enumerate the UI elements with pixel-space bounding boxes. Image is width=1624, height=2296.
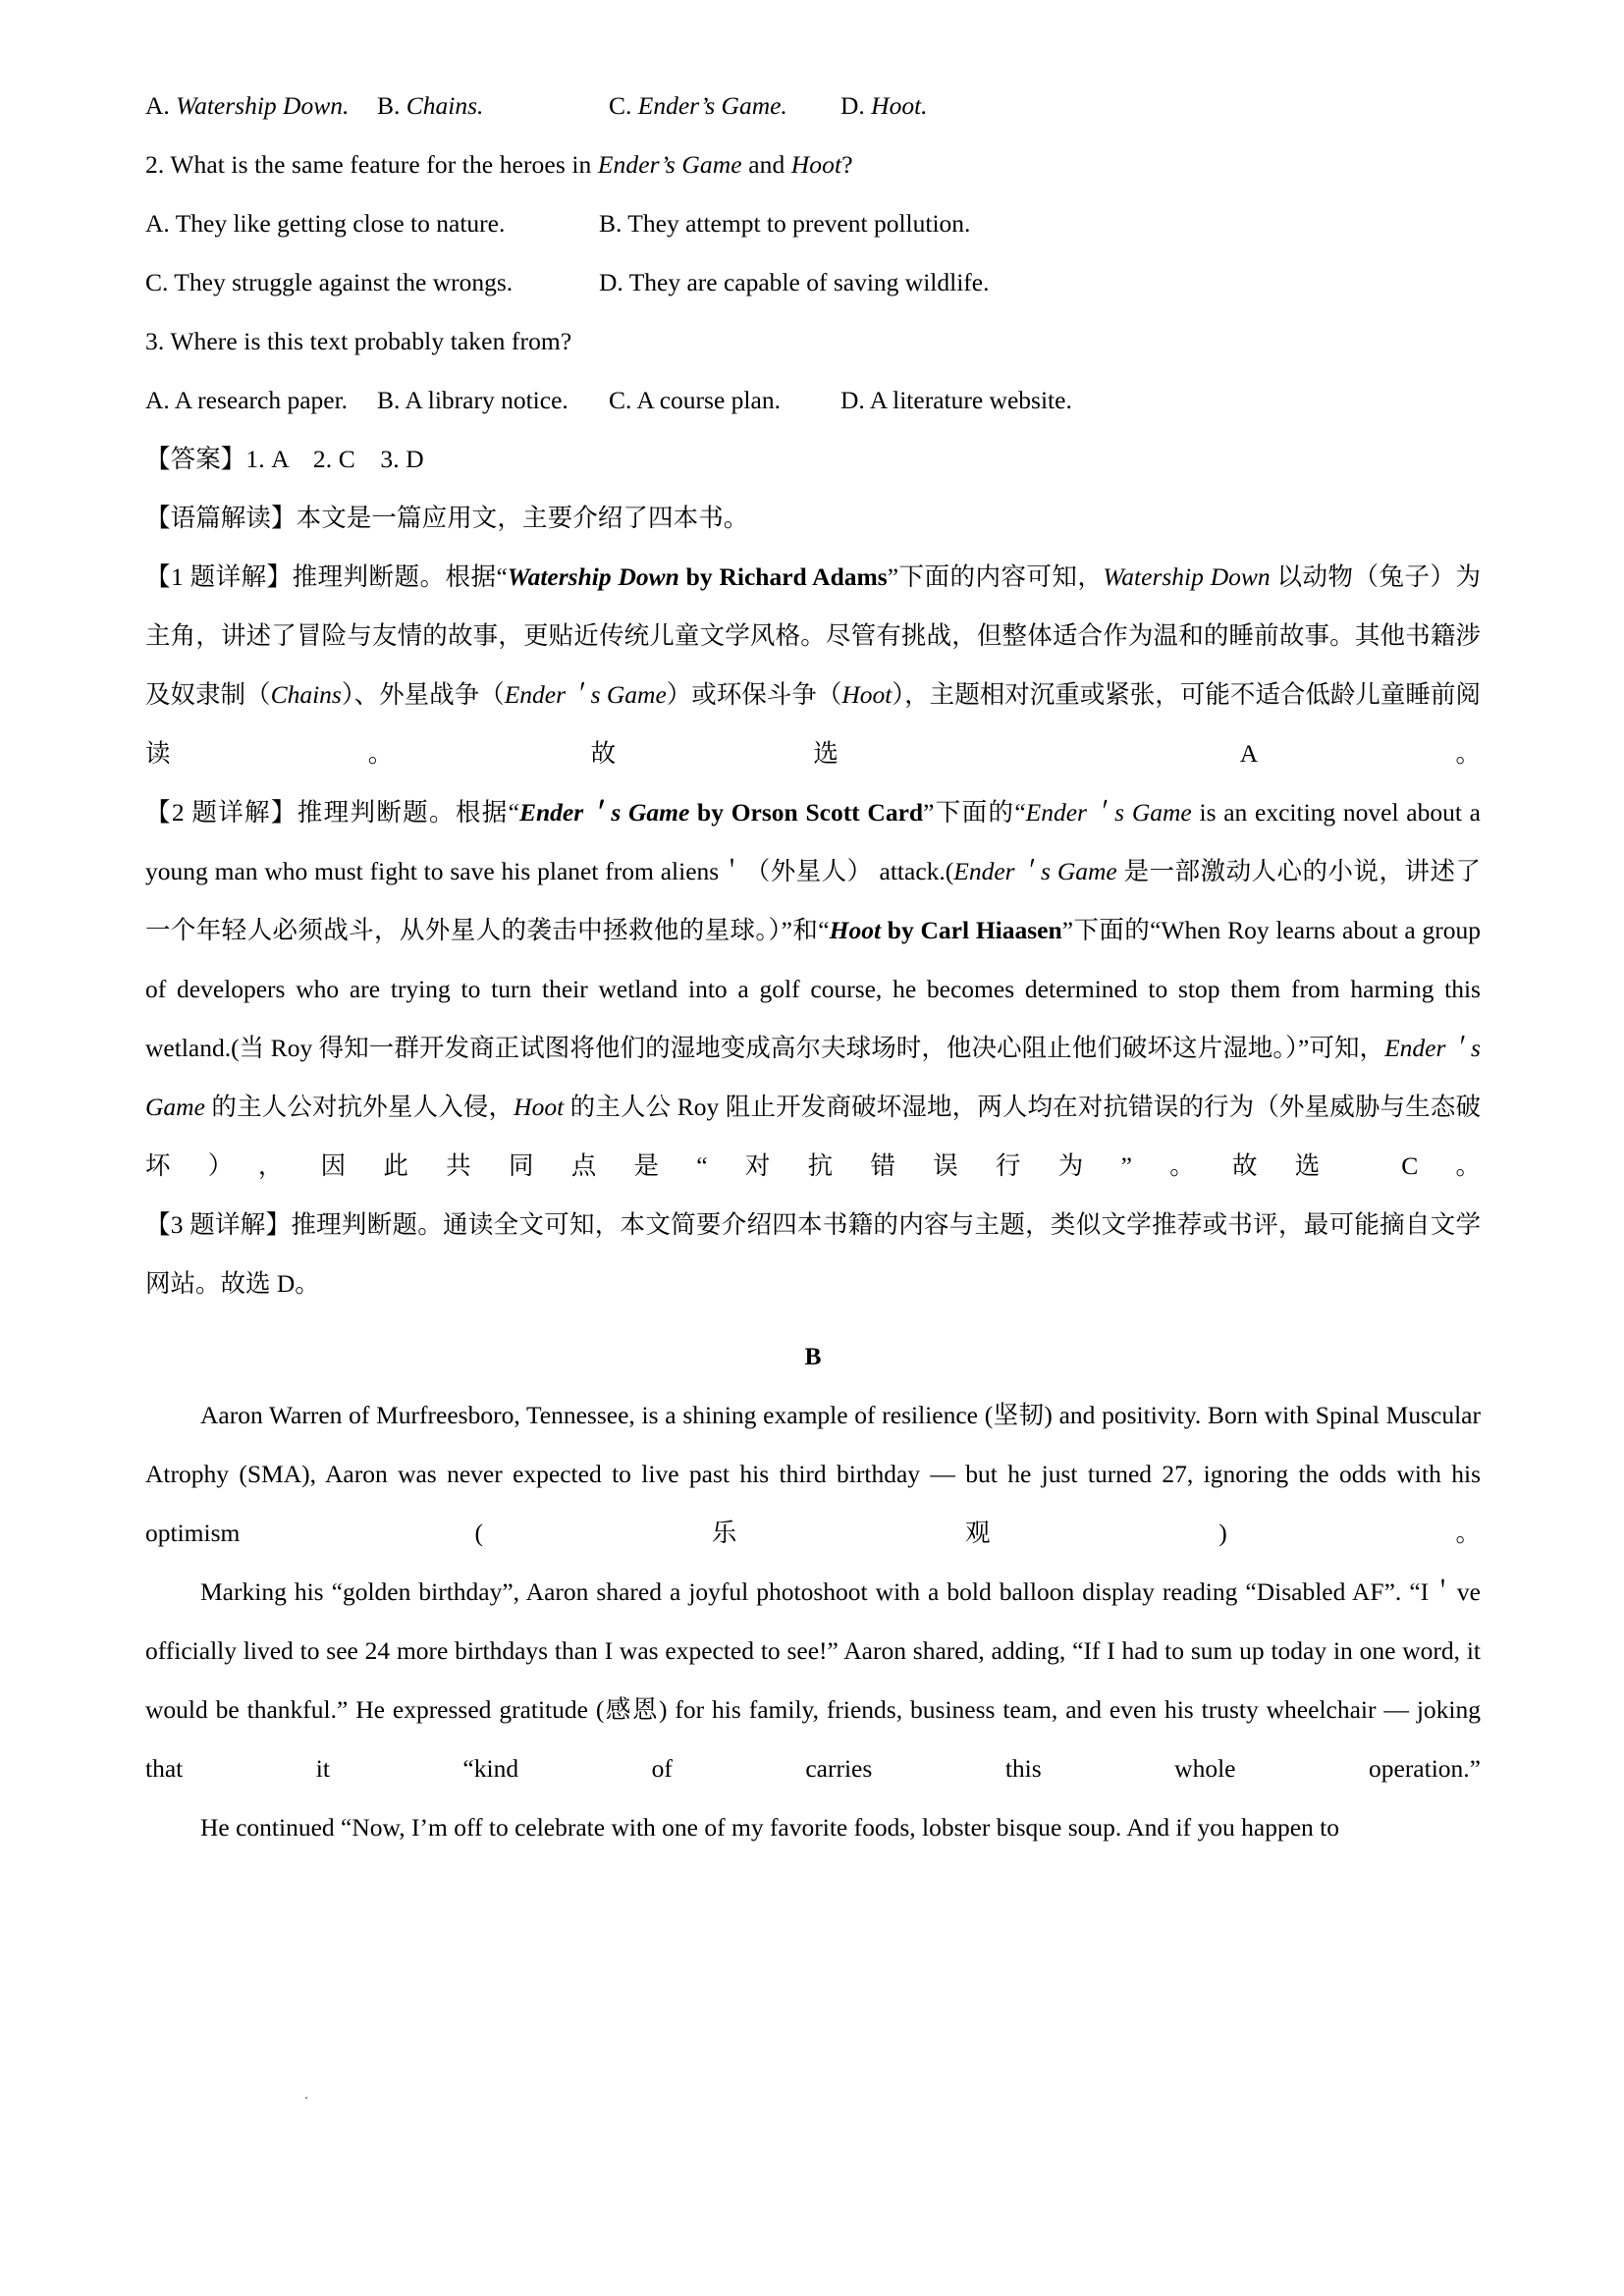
- explanation-2-seg1: 推理判断题。根据: [297, 798, 509, 827]
- book-author-carl-hiaasen: by Carl Hiaasen: [881, 916, 1062, 944]
- question2-option-b: B. They attempt to prevent pollution.: [599, 209, 971, 238]
- option-text: Chains.: [406, 91, 484, 120]
- question2-option-a: A. They like getting close to nature.: [145, 209, 506, 238]
- question1-option-a: [145, 77, 377, 135]
- quote-close: ”: [1061, 916, 1074, 944]
- explanation-2-seg2: 下面的: [934, 798, 1015, 827]
- explanation-1-seg4: ）、外星战争（: [341, 680, 505, 709]
- explanation-2-seg5: 当 Roy 得知一群开发商正试图将他们的湿地变成高尔夫球场时，他决心阻止他们破坏这片湿地。）”可知，: [239, 1034, 1385, 1062]
- document-body: [145, 77, 1481, 1857]
- question3-option-b: B. A library notice.: [377, 386, 568, 414]
- question2-stem-pre: 2. What is the same feature for the heroes in: [145, 150, 598, 179]
- book-title-enders-game: Ender＇s Game: [504, 680, 667, 709]
- question1-options-row: [145, 77, 1481, 135]
- question3-option-a: A. A research paper.: [145, 386, 349, 414]
- discourse-analysis-line: 【语篇解读】本文是一篇应用文，主要介绍了四本书。: [145, 504, 749, 532]
- option-text: Watership Down.: [176, 91, 350, 120]
- explanation-2-english-tail: attack.(: [872, 857, 954, 885]
- book-title-italic: Ender＇s Game: [145, 1034, 1481, 1121]
- question2-stem-mid: and: [741, 150, 791, 179]
- passage-b-paragraph-3: He continued “Now, I’m off to celebrate with one of my favorite foods, lobster bisque soup. And if you happen to: [200, 1813, 1339, 1842]
- passage-b-paragraph-2: [145, 1563, 1481, 1798]
- question2-title-2: Hoot: [790, 150, 842, 179]
- passage-b-p1-post: )。: [1218, 1519, 1481, 1547]
- book-title-italic: Ender＇s Game: [1025, 798, 1192, 827]
- explanation-2-seg6: 的主人公对抗外星人入侵，: [204, 1093, 514, 1121]
- explanation-2-seg7: 的主人公 Roy 阻止开发商破坏湿地，两人均在对抗错误的行为（外星威胁与生态破坏），因此共同点是“对抗错误行为”。故选 C。: [145, 1093, 1481, 1180]
- option-label: D.: [840, 91, 865, 120]
- explanation-3: [145, 1196, 1481, 1313]
- passage-b-p2-post: ) for his family, friends, business team, and even his trusty wheelchair — joking that it “kind of carries this whole operation.”: [145, 1695, 1481, 1783]
- book-title-italic: Hoot: [514, 1093, 565, 1121]
- question3-stem: 3. Where is this text probably taken from?: [145, 327, 572, 355]
- option-text: Ender’s Game.: [637, 91, 787, 120]
- explanation-2-english-1: is an exciting novel about a young man who must fight to save his planet from aliens＇: [145, 798, 1481, 885]
- book-title-hoot: Hoot: [841, 680, 893, 709]
- explanation-1-tag: 【1 题详解】: [145, 562, 293, 591]
- quote-close: ”: [923, 798, 935, 827]
- explanation-2-english-2: When Roy learns about a group of developers who are trying to turn their wetland into a golf course, he becomes determined to stop them from harming this wetland.(: [145, 916, 1481, 1062]
- passage-b-p1-pre: Aaron Warren of Murfreesboro, Tennessee, is a shining example of resilience (: [200, 1401, 994, 1429]
- question2-options-row-1: [145, 194, 1481, 253]
- question3-option-d: D. A literature website.: [840, 386, 1072, 414]
- explanation-1-seg2: 下面的内容可知，: [898, 562, 1104, 591]
- question2-stem-post: ?: [841, 150, 853, 179]
- question3-option-c: C. A course plan.: [609, 386, 781, 414]
- question2-options-row-2: [145, 253, 1481, 312]
- answer-key-line: 【答案】1. A 2. C 3. D: [145, 445, 424, 473]
- question2-stem: [145, 135, 1481, 194]
- explanation-2-seg3: 是一部激动人心的小说，讲述了一个年轻人必须战斗，从外星人的袭击中拯救他的星球。）”和: [145, 857, 1481, 944]
- book-title-italic: Watership Down: [1103, 562, 1271, 591]
- quote-open: “: [818, 916, 830, 944]
- option-label: B.: [377, 91, 401, 120]
- quote-open: “: [1150, 916, 1162, 944]
- explanation-1: [145, 548, 1481, 783]
- quote-close: ”: [887, 562, 899, 591]
- explanation-1-seg3: 以动物（兔子）为主角，讲述了冒险与友情的故事，更贴近传统儿童文学风格。尽管有挑战，但整体适合作为温和的睡前故事。其他书籍涉及奴隶制（: [145, 562, 1481, 709]
- book-title-watership-down: Watership Down: [507, 562, 679, 591]
- explanation-1-seg5: ）或环保斗争（: [666, 680, 842, 709]
- book-title-italic: Ender＇s Game: [953, 857, 1117, 885]
- explanation-3-tag: 【3 题详解】: [145, 1210, 292, 1239]
- page-footer-mark: .: [304, 2086, 308, 2103]
- section-b-heading: B: [804, 1342, 822, 1370]
- question1-option-d: [840, 77, 1072, 135]
- quote-open: “: [496, 562, 508, 591]
- book-author-richard-adams: by Richard Adams: [678, 562, 888, 591]
- book-title-hoot-bold: Hoot: [829, 916, 882, 944]
- explanation-3-text: 推理判断题。通读全文可知，本文简要介绍四本书籍的内容与主题，类似文学推荐或书评，最可能摘自文学网站。故选 D。: [145, 1210, 1481, 1298]
- question3-options-row: [145, 371, 1481, 430]
- passage-b-paragraph-1: [145, 1386, 1481, 1563]
- gloss-optimism: 乐观: [482, 1519, 1219, 1547]
- quote-open: “: [1014, 798, 1026, 827]
- passage-b-p1-mid: ) and positivity. Born with Spinal Muscular Atrophy (SMA), Aaron was never expected to live past his third birthday — but he just turned 27, ignoring the odds with his optimism (: [145, 1401, 1481, 1547]
- option-text: Hoot.: [871, 91, 928, 120]
- question1-option-b: [377, 77, 609, 135]
- explanation-2-tag: 【2 题详解】: [145, 798, 298, 827]
- explanation-2: [145, 783, 1481, 1196]
- book-title-chains: Chains: [270, 680, 342, 709]
- gloss-resilience: 坚韧: [993, 1401, 1045, 1429]
- question2-option-d: D. They are capable of saving wildlife.: [599, 268, 990, 296]
- quote-open: “: [508, 798, 519, 827]
- gloss-alien: （外星人）: [744, 857, 873, 885]
- option-label: C.: [609, 91, 632, 120]
- question2-option-c: C. They struggle against the wrongs.: [145, 268, 514, 296]
- explanation-2-seg4: 下面的: [1073, 916, 1151, 944]
- question2-title-1: Ender’s Game: [597, 150, 742, 179]
- option-label: A.: [145, 91, 170, 120]
- explanation-1-seg1: 推理判断题。根据: [292, 562, 497, 591]
- book-title-enders-game-bold: Ender＇s Game: [518, 798, 690, 827]
- passage-b-p2-main: Marking his “golden birthday”, Aaron shared a joyful photoshoot with a bold balloon display reading “Disabled AF”. “I＇ve officially lived to see 24 more birthdays than I was expected to see!” Aaron shared, adding, “If I had to sum up today in one word, it would be thankful.” He expressed gratitude (: [145, 1577, 1481, 1724]
- question1-option-c: [609, 77, 840, 135]
- book-author-orson-scott-card: by Orson Scott Card: [689, 798, 924, 827]
- explanation-1-seg6: ），主题相对沉重或紧张，可能不适合低龄儿童睡前阅读。故选 A。: [145, 680, 1481, 768]
- gloss-gratitude: 感恩: [604, 1695, 659, 1724]
